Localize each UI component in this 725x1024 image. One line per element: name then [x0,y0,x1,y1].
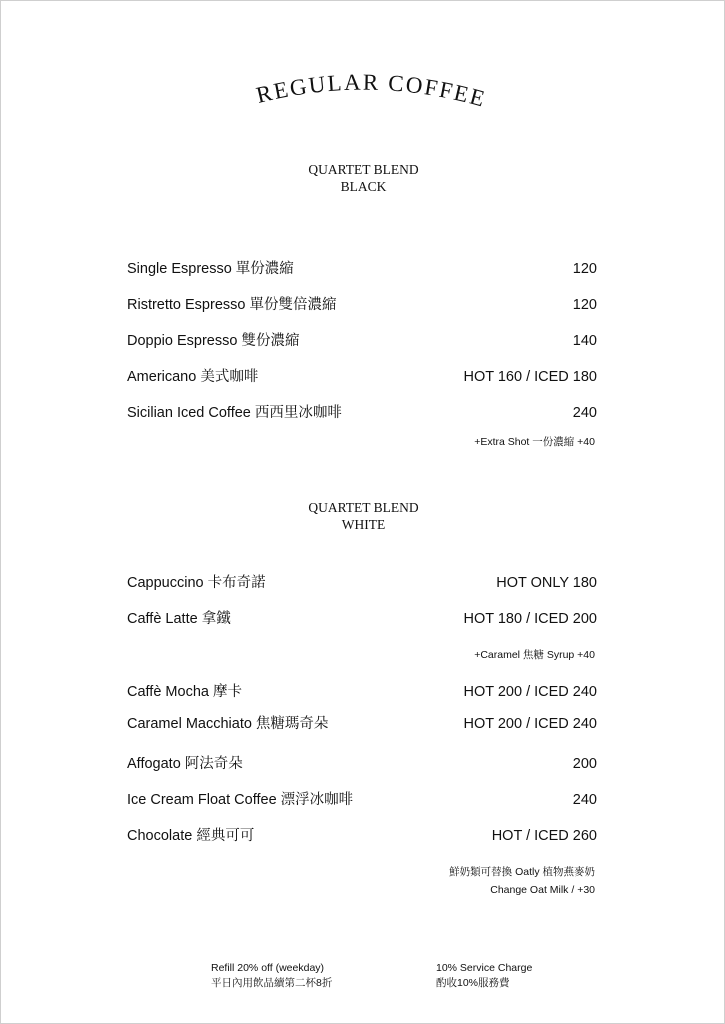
menu-item [127,259,597,279]
section-white-heading [1,499,725,533]
refill-text-en: Refill 20% off (weekday) [211,962,325,974]
item-price: HOT 200 / ICED 240 [463,716,597,732]
menu-title-text: REGULAR COFFEE [253,69,490,112]
item-price: HOT 160 / ICED 180 [463,369,597,385]
menu-item [127,367,597,387]
section-black-blend: QUARTET BLEND [308,162,419,177]
extra-shot-note: +Extra Shot 一份濃縮 +40 [474,436,595,448]
menu-item [127,682,597,702]
item-price: HOT / ICED 260 [491,828,597,844]
item-price: 200 [572,756,597,772]
item-price: 120 [572,261,597,277]
service-charge-zh: 酌收10%服務費 [436,977,510,989]
menu-item [127,331,597,351]
refill-text-zh: 平日內用飲品續第二杯8折 [211,977,333,989]
item-name: Caramel Macchiato 焦糖瑪奇朵 [127,716,329,732]
menu-title [201,61,541,131]
item-price: 140 [572,333,597,349]
item-name: Ristretto Espresso 單份雙倍濃縮 [127,297,337,313]
menu-item [127,573,597,593]
menu-item [127,754,597,774]
item-price: HOT ONLY 180 [496,575,597,591]
section-white-label: WHITE [341,517,386,532]
item-price: 240 [572,792,597,808]
caramel-syrup-note: +Caramel 焦糖 Syrup +40 [474,649,595,661]
service-charge-en: 10% Service Charge [436,962,533,974]
svg-text:REGULAR COFFEE [254,70,489,112]
item-name: Caffè Latte 拿鐵 [127,611,231,627]
item-name: Ice Cream Float Coffee 漂浮冰咖啡 [127,792,354,808]
menu-item [127,403,597,423]
service-charge-info [436,961,532,991]
section-black-label: BLACK [340,179,387,194]
item-name: Single Espresso 單份濃縮 [127,261,294,277]
item-price: HOT 180 / ICED 200 [463,611,597,627]
item-price: HOT 200 / ICED 240 [463,684,597,700]
item-name: Doppio Espresso 雙份濃縮 [127,333,300,349]
refill-info [211,961,332,991]
item-name: Americano 美式咖啡 [127,369,259,385]
item-name: Affogato 阿法奇朵 [127,756,243,772]
section-black-heading [1,161,725,195]
item-name: Cappuccino 卡布奇諾 [127,575,266,591]
item-name: Caffè Mocha 摩卡 [127,684,242,700]
section-white-blend: QUARTET BLEND [308,500,419,515]
oat-milk-note-zh: 鮮奶類可替換 Oatly 植物燕麥奶 [449,866,595,878]
menu-item [127,826,597,846]
menu-item [127,609,597,629]
item-price: 120 [572,297,597,313]
item-name: Chocolate 經典可可 [127,828,255,844]
item-name: Sicilian Iced Coffee 西西里冰咖啡 [127,405,342,421]
menu-item [127,790,597,810]
menu-item [127,295,597,315]
menu-item [127,714,597,734]
oat-milk-note-en: Change Oat Milk / +30 [490,884,595,896]
item-price: 240 [572,405,597,421]
